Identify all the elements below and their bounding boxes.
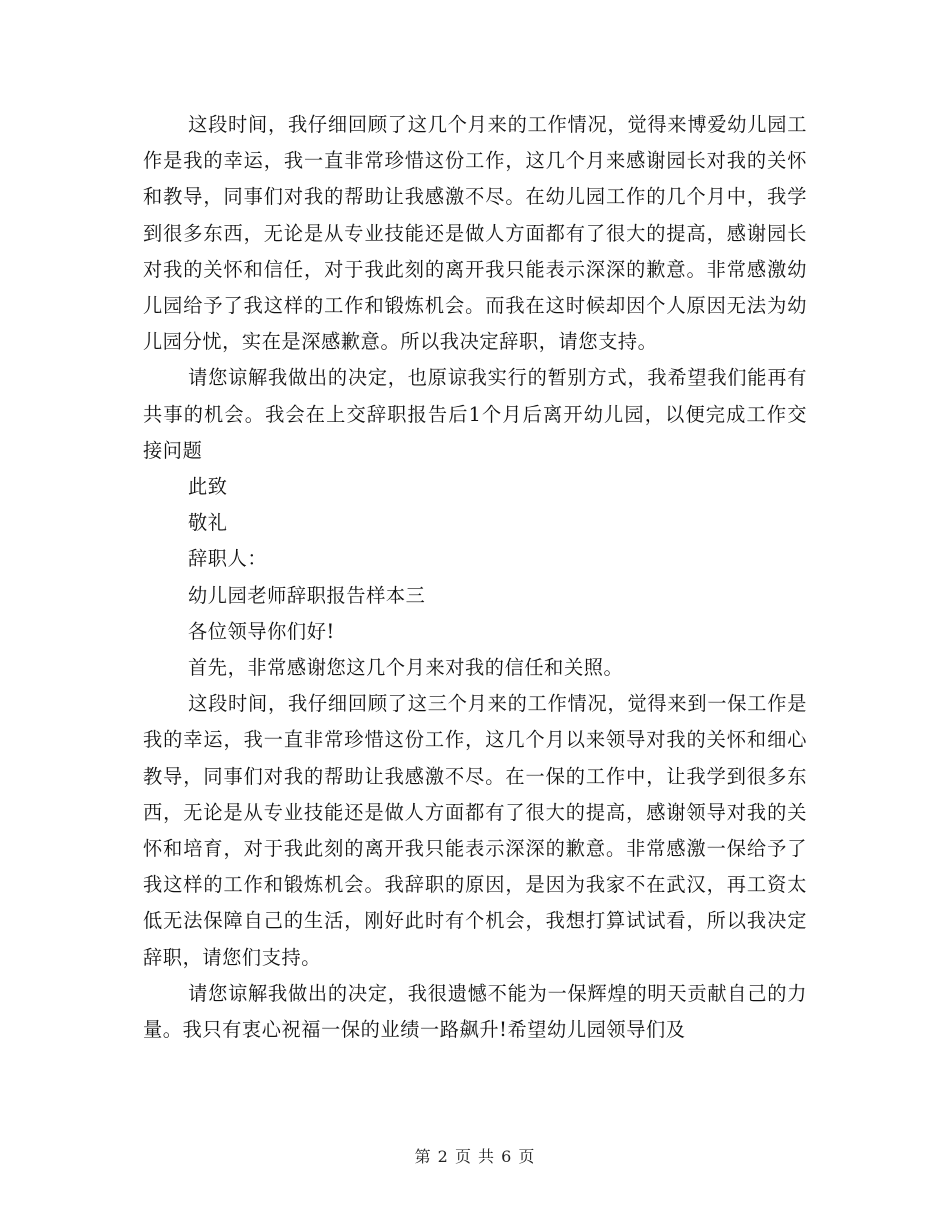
closing-regards: 敬礼: [188, 511, 228, 535]
paragraph-reflection-2: 这段时间，我仔细回顾了这三个月来的工作情况，觉得来到一保工作是我的幸运，我一直非常珍惜这份工作，这几个月以来领导对我的关怀和细心教导，同事们对我的帮助让我感激不尽。在一保的工作中，让我学到很多东西，无论是从专业技能还是做人方面都有了很大的提高，感谢领导对我的关怀和培育，对于我此刻的离开我只能表示深深的歉意。非常感激一保给予了我这样的工作和锻炼机会。我辞职的原因，是因为我家不在武汉，再工资太低无法保障自己的生活，刚好此时有个机会，我想打算试试看，所以我决定辞职，请您们支持。: [143, 692, 807, 969]
closing-salutation: 此致: [188, 475, 228, 499]
greeting: 各位领导你们好!: [188, 619, 335, 643]
page-number-footer: 第 2 页 共 6 页: [414, 1147, 536, 1166]
paragraph-reflection-1: 这段时间，我仔细回顾了这几个月来的工作情况，觉得来博爱幼儿园工作是我的幸运，我一直非常珍惜这份工作，这几个月来感谢园长对我的关怀和教导，同事们对我的帮助让我感激不尽。在幼儿园工作的几个月中，我学到很多东西，无论是从专业技能还是做人方面都有了很大的提高，感谢园长对我的关怀和信任，对于我此刻的离开我只能表示深深的歉意。非常感激幼儿园给予了我这样的工作和锻炼机会。而我在这时候却因个人原因无法为幼儿园分忧，实在是深感歉意。所以我决定辞职，请您支持。: [143, 113, 807, 354]
signature-label: 辞职人：: [188, 547, 268, 571]
paragraph-understanding-1: 请您谅解我做出的决定，也原谅我实行的暂别方式，我希望我们能再有共事的机会。我会在上交辞职报告后1个月后离开幼儿园，以便完成工作交接问题: [143, 366, 807, 462]
document-body: [143, 107, 807, 1048]
thanks-line: 首先，非常感谢您这几个月来对我的信任和关照。: [188, 656, 624, 680]
section-heading: 幼儿园老师辞职报告样本三: [188, 583, 426, 607]
paragraph-understanding-2: 请您谅解我做出的决定，我很遗憾不能为一保辉煌的明天贡献自己的力量。我只有衷心祝福一保的业绩一路飙升!希望幼儿园领导们及: [143, 981, 807, 1042]
